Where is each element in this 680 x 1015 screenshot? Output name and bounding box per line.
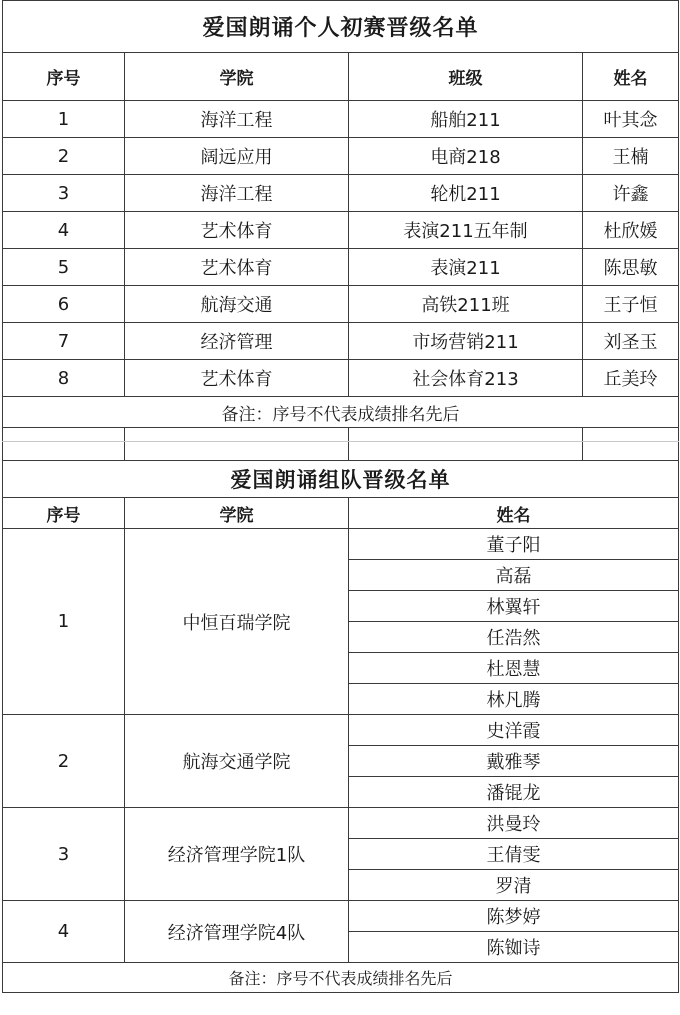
cell-class: 轮机211 [349,175,583,212]
cell-college: 艺术体育 [125,212,349,249]
header-college: 学院 [125,53,349,101]
team-index: 2 [3,715,125,808]
table-row [3,323,679,360]
header-name: 姓名 [583,53,679,101]
table-row [3,138,679,175]
cell-college: 航海交通 [125,286,349,323]
team-member: 潘锟龙 [349,777,679,808]
team-member: 陈梦婷 [349,901,679,932]
cell-name: 王子恒 [583,286,679,323]
team-member: 史洋霞 [349,715,679,746]
cell-index: 7 [3,323,125,360]
team-title: 爱国朗诵组队晋级名单 [3,461,679,498]
qualification-table [2,0,679,993]
team-member: 林翼轩 [349,591,679,622]
cell-index: 2 [3,138,125,175]
cell-name: 叶其念 [583,101,679,138]
cell-class: 社会体育213 [349,360,583,397]
cell-index: 8 [3,360,125,397]
cell-name: 陈思敏 [583,249,679,286]
cell-name: 刘圣玉 [583,323,679,360]
cell-class: 船舶211 [349,101,583,138]
team-member: 王倩雯 [349,839,679,870]
cell-college: 艺术体育 [125,249,349,286]
team-member: 杜恩慧 [349,653,679,684]
cell-name: 杜欣媛 [583,212,679,249]
table-row [3,212,679,249]
table-row [3,249,679,286]
team-header-index: 序号 [3,498,125,529]
cell-college: 海洋工程 [125,175,349,212]
cell-class: 表演211五年制 [349,212,583,249]
table-row [3,175,679,212]
team-note: 备注：序号不代表成绩排名先后 [3,963,679,993]
cell-index: 5 [3,249,125,286]
cell-index: 6 [3,286,125,323]
team-header-name: 姓名 [349,498,679,529]
team-member: 陈铷诗 [349,932,679,963]
cell-class: 市场营销211 [349,323,583,360]
team-member: 高磊 [349,560,679,591]
spacer-row [3,442,679,461]
cell-name: 丘美玲 [583,360,679,397]
team-index: 3 [3,808,125,901]
cell-college: 海洋工程 [125,101,349,138]
table-row [3,101,679,138]
cell-name: 王楠 [583,138,679,175]
cell-index: 4 [3,212,125,249]
team-college: 经济管理学院1队 [125,808,349,901]
cell-class: 表演211 [349,249,583,286]
team-index: 4 [3,901,125,963]
team-member: 罗清 [349,870,679,901]
team-college: 中恒百瑞学院 [125,529,349,715]
cell-index: 1 [3,101,125,138]
cell-college: 艺术体育 [125,360,349,397]
table-row [3,360,679,397]
cell-class: 高铁211班 [349,286,583,323]
cell-name: 许鑫 [583,175,679,212]
cell-college: 阔远应用 [125,138,349,175]
team-member: 洪曼玲 [349,808,679,839]
team-member: 任浩然 [349,622,679,653]
spreadsheet [2,0,678,993]
spacer-row [3,428,679,442]
team-member: 董子阳 [349,529,679,560]
cell-index: 3 [3,175,125,212]
header-class: 班级 [349,53,583,101]
team-college: 经济管理学院4队 [125,901,349,963]
individual-title: 爱国朗诵个人初赛晋级名单 [3,1,679,53]
cell-class: 电商218 [349,138,583,175]
team-member: 戴雅琴 [349,746,679,777]
table-row [3,286,679,323]
team-member: 林凡腾 [349,684,679,715]
team-college: 航海交通学院 [125,715,349,808]
cell-college: 经济管理 [125,323,349,360]
header-index: 序号 [3,53,125,101]
team-index: 1 [3,529,125,715]
team-header-college: 学院 [125,498,349,529]
individual-note: 备注：序号不代表成绩排名先后 [3,397,679,428]
